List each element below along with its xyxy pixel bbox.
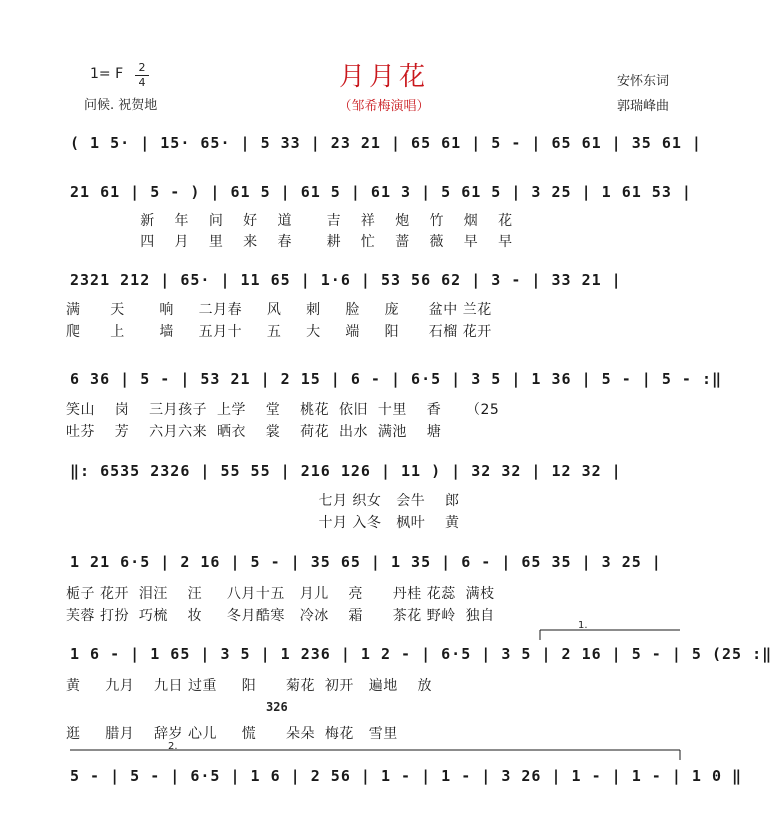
notation-line-2: 21 61 | 5 - ) | 61 5 | 61 5 | 61 3 | 5 61 5 | 3 25 | 1 61 53 | (70, 183, 692, 201)
lyricist-credit: 安怀东词 (617, 74, 670, 89)
notation-line-3: 2321 212 | 65· | 11 65 | 1·6 | 53 56 62 | 3 - | 33 21 | (70, 271, 622, 289)
song-title: 月月花 (338, 62, 429, 92)
lyric-line-2-verse-2: 四 月 里 来 春 耕 忙 蔷 薇 早 早 (66, 234, 513, 250)
lyric-line-3-verse-1: 满 天 响 二月春 风 刺 脸 庞 盆中 兰花 (66, 302, 492, 318)
lyric-line-4-verse-2: 吐芬 芳 六月六来 晒衣 裳 荷花 出水 满池 塘 (66, 424, 442, 440)
notation-line-6: 1 21 6·5 | 2 16 | 5 - | 35 65 | 1 35 | 6 - | 65 35 | 3 25 | (70, 553, 662, 571)
notation-line-5: ‖: 6535 2326 | 55 55 | 216 126 | 11 ) | 32 32 | 12 32 | (70, 462, 622, 480)
notation-line-8: 5 - | 5 - | 6·5 | 1 6 | 2 56 | 1 - | 1 - | 3 26 | 1 - | 1 - | 1 0 ‖ (70, 767, 743, 785)
mood-marking: 问候. 祝贺地 (84, 98, 158, 113)
lyric-line-5-verse-1: 七月 织女 会牛 郎 (66, 493, 460, 509)
notation-line-1: ( 1 5· | 15· 65· | 5 33 | 23 21 | 65 61 | 5 - | 65 61 | 35 61 | (70, 134, 702, 152)
time-signature-bottom: 4 (138, 76, 146, 89)
singer-credit: （邹希梅演唱） (338, 99, 430, 114)
lyric-line-7-verse-1: 黄 九月 九日 过重 阳 菊花 初开 遍地 放 (66, 678, 433, 694)
key-signature: 1= F (90, 66, 124, 82)
lyric-line-2-verse-1: 新 年 问 好 道 吉 祥 炮 竹 烟 花 (66, 213, 513, 229)
time-signature-top: 2 (138, 61, 146, 74)
lyric-line-5-verse-2: 十月 入冬 枫叶 黄 (66, 515, 460, 531)
lyric-line-6-verse-1: 栀子 花开 泪汪 汪 八月十五 月儿 亮 丹桂 花蕊 满枝 (66, 586, 495, 602)
composer-credit: 郭瑞峰曲 (617, 99, 670, 114)
ornament-notes: 326 (266, 700, 288, 714)
notation-line-4: 6 36 | 5 - | 53 21 | 2 15 | 6 - | 6·5 | 3 5 | 1 36 | 5 - | 5 - :‖ (70, 370, 722, 388)
lyric-line-4-verse-1: 笑山 岗 三月孩子 上学 堂 桃花 依旧 十里 香 （25 (66, 402, 500, 418)
lyric-line-3-verse-2: 爬 上 墙 五月十 五 大 端 阳 石榴 花开 (66, 324, 492, 340)
notation-line-7: 1 6 - | 1 65 | 3 5 | 1 236 | 1 2 - | 6·5 | 3 5 | 2 16 | 5 - | 5 (25 :‖ (70, 645, 772, 663)
volta-2-label: 2. (168, 741, 178, 752)
lyric-line-7-verse-2: 逛 腊月 辞岁 心儿 慌 朵朵 梅花 雪里 (66, 726, 398, 742)
volta-1-label: 1. (578, 620, 588, 631)
lyric-line-6-verse-2: 芙蓉 打扮 巧梳 妆 冬月酷寒 冷冰 霜 茶花 野岭 独自 (66, 608, 495, 624)
